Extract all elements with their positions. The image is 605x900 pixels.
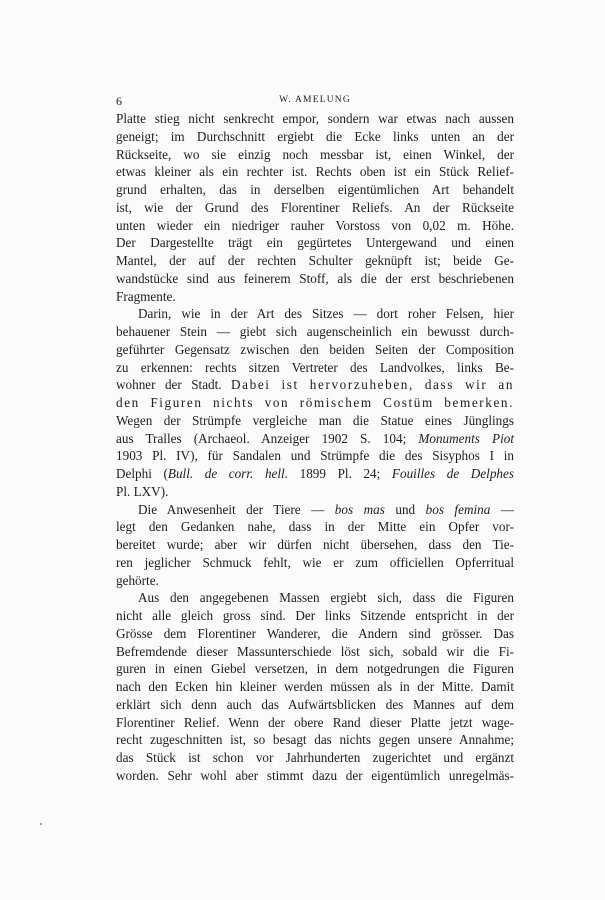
text-line: grund erhalten, das in derselben eigentümlichen Art behandelt [116, 182, 514, 197]
text-line [116, 430, 514, 448]
text-line: gehörte. [116, 572, 159, 588]
text-line: Fragmente. [116, 288, 176, 304]
text-line: bereitet wurde; aber wir dürfen nicht übersehen, dass den Tie- [116, 537, 514, 552]
paragraph-4 [116, 589, 514, 784]
text-line: Befremdende dieser Massunterschiede löst sich, sobald wir die Fi- [116, 643, 514, 659]
text-line: guren in einen Giebel versetzen, in dem notgedrungen die Figuren [116, 661, 514, 677]
text-run: 1899 Pl. 24; [299, 466, 381, 481]
scan-speck [40, 823, 42, 825]
paragraph-3 [116, 501, 514, 590]
paragraph-1 [116, 110, 514, 305]
text-line: legt den Gedanken nahe, dass in der Mitte ein Opfer vor- [116, 519, 514, 535]
text-line: ist, wie der Grund des Florentiner Reliefs. An der Rückseite [116, 199, 514, 215]
text-line: Pl. LXV). [116, 483, 169, 499]
paragraph-2 [116, 305, 514, 500]
text-run: und [395, 501, 416, 517]
text-line [116, 465, 514, 483]
text-line: unten wieder ein niedriger rauher Vorstoss von 0,02 m. Höhe. [116, 217, 514, 233]
text-line: etwas kleiner als ein rechter ist. Rechts oben ist ein Stück Relief- [116, 164, 514, 180]
text-run: Die Anwesenheit der Tiere — [138, 501, 325, 517]
running-head: W. AMELUNG [279, 95, 351, 105]
italic-title: Fouilles de Delphes [391, 466, 514, 481]
text-run: wohner der Stadt. [116, 377, 222, 393]
text-line: Darin, wie in der Art des Sitzes — dort roher Felsen, hier [138, 306, 514, 322]
text-line [116, 376, 514, 394]
text-line: nicht alle gleich gross sind. Der links Sitzende entspricht in der [116, 608, 514, 623]
text-line: geführter Gegensatz zwischen den beiden Seiten der Composition [116, 341, 514, 357]
text-line: erklärt sich denn auch das Aufwärtsblicken des Mannes auf dem [116, 696, 514, 712]
text-line: Aus den angegebenen Massen ergiebt sich, dass die Figuren [138, 590, 514, 606]
text-run: — [500, 501, 515, 517]
text-line: nach den Ecken hin kleiner werden müssen als in der Mitte. Damit [116, 679, 514, 694]
text-line: wandstücke sind aus feinerem Stoff, als die der erst beschriebenen [116, 270, 514, 286]
text-line: Rückseite, wo sie einzig noch messbar ist, einen Winkel, der [116, 146, 514, 162]
text-line: behauener Stein — giebt sich augenscheinlich ein bewusst durch- [116, 324, 514, 339]
italic-title: Bull. de corr. hell. [167, 466, 289, 481]
text-line: Mantel, der auf der rechten Schulter geknüpft ist; beide Ge- [116, 253, 514, 268]
text-line: Wegen der Strümpfe vergleiche man die Statue eines Jünglings [116, 412, 514, 428]
text-line: das Stück ist schon vor Jahrhunderten zugerichtet und ergänzt [116, 750, 514, 765]
text-line: Platte stieg nicht senkrecht empor, sondern war etwas nach aussen [116, 111, 514, 126]
text-line: zu erkennen: rechts sitzen Vertreter des Landvolkes, links Be- [116, 359, 514, 375]
page-number: 6 [116, 94, 122, 108]
emphasis-spaced: Dabei ist hervorzuheben, dass wir an [231, 377, 515, 393]
text-line: Florentiner Relief. Wenn der obere Rand dieser Platte jetzt wage- [116, 714, 514, 730]
italic-title: Monuments Piot [418, 430, 515, 446]
emphasis-spaced: den Figuren nichts von römischem Costüm bemerken. [116, 395, 514, 410]
text-line: Grösse dem Florentiner Wanderer, die Andern sind grösser. Das [116, 625, 514, 641]
text-run: aus Tralles (Archaeol. Anzeiger 1902 S. 104; [116, 430, 407, 446]
text-line: ren jeglicher Schmuck fehlt, wie er zum officiellen Opferritual [116, 554, 514, 570]
text-line: geneigt; im Durchschnitt ergiebt die Ecke links unten an der [116, 128, 514, 144]
text-line: Der Dargestellte trägt ein gegürtetes Untergewand und einen [116, 235, 514, 251]
text-line: worden. Sehr wohl aber stimmt dazu der eigentümlich unregelmäs- [116, 767, 514, 783]
text-line [116, 501, 514, 519]
italic-term: bos femina [425, 501, 491, 517]
text-line: 1903 Pl. IV), für Sandalen und Strümpfe die des Sisyphos I in [116, 448, 514, 464]
text-run: Delphi ( [116, 466, 168, 481]
body-text [116, 110, 514, 785]
text-line: recht zugeschnitten ist, so besagt das nichts gegen unsere Annahme; [116, 732, 514, 748]
page-header [116, 94, 514, 110]
italic-term: bos mas [334, 501, 385, 517]
